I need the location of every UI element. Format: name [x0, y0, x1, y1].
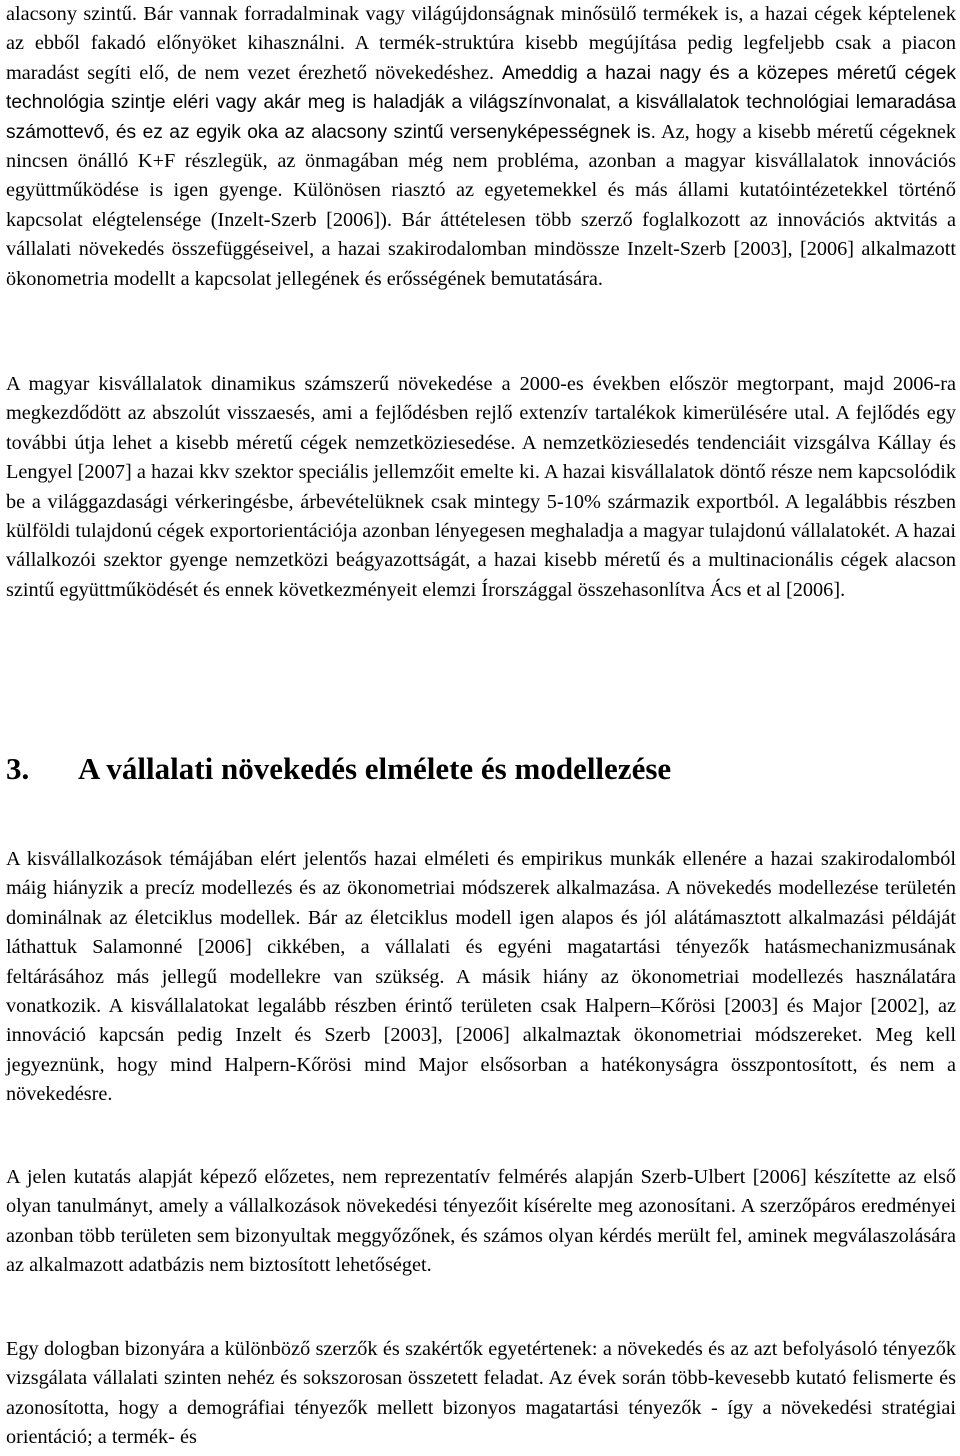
- section-title: A vállalati növekedés elmélete és modellezése: [78, 751, 672, 786]
- paragraph-internationalization: A magyar kisvállalatok dinamikus számszerű növekedése a 2000-es években először megtorpant, majd 2006-ra megkezdődött az abszolút visszaesés, ami a fejlődésben rejlő extenzív tartalékok kimerülésére utal. A fejlődés egy további útja lehet a kisebb méretű cégek nemzetköziesedése. A nemzetköziesedés tendenciáit vizsgálva Kállay és Lengyel [2007] a hazai kkv szektor speciális jellemzőit emelte ki. A hazai kisvállalatok döntő része nem kapcsolódik be a világgazdasági vérkeringésbe, árbevételüknek csak mintegy 5-10% származik exportból. A legalábbis részben külföldi tulajdonú cégek exportorientációja azonban lényegesen meghaladja a magyar tulajdonú vállalatokét. A hazai vállalkozói szektor gyenge nemzetközi beágyazottságát, a hazai kisebb méretű és a multinacionális cégek alacson szintű együttműködését és ennek következményeit elemzi Írországgal összehasonlítva Ács et al [2006].: [6, 373, 956, 601]
- section-number: 3.: [6, 751, 30, 786]
- section-heading: [6, 749, 671, 789]
- paragraph-innovation-part-c: Az, hogy a kisebb méretű cégeknek nincsen önálló K+F részlegük, az önmagában még nem probléma, azonban a magyar kisvállalatok innovációs együttműködése is igen gyenge. Különösen riasztó az egyetemekkel és más állami kutatóintézetekkel történő kapcsolat elégtelensége (Inzelt-Szerb [2006]). Bár áttételesen több szerző foglalkozott az innovációs aktvitás a vállalati növekedés összefüggéseivel, a hazai szakirodalomban mindössze Inzelt-Szerb [2003], [2006] alkalmazott ökonometria modellt a kapcsolat jellegének és erősségének bemutatására.: [6, 120, 956, 290]
- paragraph-innovation-part-a: alacsony szintű. Bár vannak forradalminak vagy világújdonságnak minősülő termékek is, a hazai cégek képtelenek az ebből fakadó előnyöket kihasználni. A termék-struktúra kisebb megújítása pedig legfeljebb csak a piacon maradást segíti elő, de nem vezet érezhető növekedéshez.: [6, 3, 956, 84]
- paragraph-prior-research: A jelen kutatás alapját képező előzetes, nem reprezentatív felmérés alapján Szerb-Ulbert [2006] készítette az első olyan tanulmányt, amely a vállalkozások növekedési tényezőit kísérelte meg azonosítani. A szerzőpáros eredményei azonban több területen sem bizonyultak meggyőzőnek, és számos olyan kérdés merült fel, aminek megválaszolására az alkalmazott adatbázis nem biztosított lehetőséget.: [6, 1166, 956, 1277]
- paragraph-growth-factors: Egy dologban bizonyára a különböző szerzők és szakértők egyetértenek: a növekedés és az azt befolyásoló tényezők vizsgálata vállalati szinten nehéz és sokszorosan összetett feladat. Az évek során több-kevesebb kutató felismerte és azonosította, hogy a demográfiai tényezők mellett bizonyos magatartási tényezők - így a növekedési stratégiai orientáció; a termék- és: [6, 1338, 956, 1449]
- paragraph-modelling: A kisvállalkozások témájában elért jelentős hazai elméleti és empirikus munkák ellenére a hazai szakirodalomból máig hiányzik a precíz modellezés és az ökonometriai módszerek alkalmazása. A növekedés modellezése területén dominálnak az életciklus modellek. Bár az életciklus modell igen alapos és jól alátámasztott alkalmazási példáját láthattuk Salamonné [2006] cikkében, a vállalati és egyéni magatartási tényezők hatásmechanizmusának feltárásához más jellegű modellekre van szükség. A másik hiány az ökonometriai modellezés használatára vonatkozik. A kisvállalatokat legalább részben érintő területen csak Halpern–Kőrösi [2003] és Major [2002], az innováció kapcsán pedig Inzelt és Szerb [2003], [2006] alkalmaztak ökonometriai módszereket. Meg kell jegyeznünk, hogy mind Halpern-Kőrösi mind Major elsősorban a hatékonyságra összpontosított, és nem a növekedésre.: [6, 848, 956, 1106]
- paragraph-innovation: [6, 0, 956, 294]
- paragraph-innovation-part-b: Ameddig a hazai nagy és a közepes méretű cégek technológia szintje eléri vagy akár meg is haladják a világszínvonalat, a kisvállalatok technológiai lemaradása számottevő, és ez az egyik oka az alacsony szintű versenyképességnek is.: [6, 62, 956, 143]
